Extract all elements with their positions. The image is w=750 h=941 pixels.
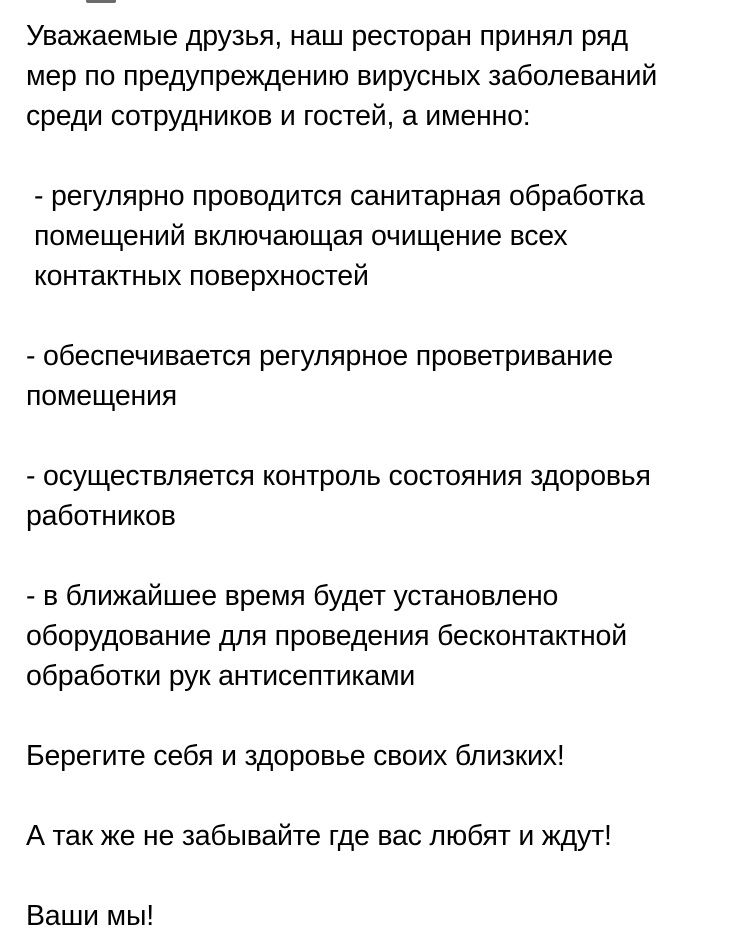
message-text — [26, 16, 731, 936]
intro-paragraph: Уважаемые друзья, наш ресторан принял ряд мер по предупреждению вирусных заболеваний среди сотрудников и гостей, а именно: — [26, 20, 658, 132]
top-edge-mark — [86, 0, 116, 3]
paragraph-gap — [26, 856, 731, 896]
item-ventilation: - обеспечивается регулярное проветривание помещения — [26, 340, 614, 412]
paragraph-gap — [26, 696, 731, 736]
item-equipment: - в ближайшее время будет установлено оборудование для проведения бесконтактной обработки рук антисептиками — [26, 580, 627, 692]
paragraph-gap — [26, 416, 731, 456]
reminder-line: А так же не забывайте где вас любят и ждут! — [26, 820, 612, 852]
item-health-control: - осуществляется контроль состояния здоровья работников — [26, 460, 651, 532]
paragraph-gap — [26, 536, 731, 576]
signoff-line: Ваши мы! — [26, 900, 154, 932]
paragraph-gap — [26, 776, 731, 816]
item-sanitation: - регулярно проводится санитарная обработка помещений включающая очищение всех контактных поверхностей — [34, 180, 645, 292]
care-line: Берегите себя и здоровье своих близких! — [26, 740, 565, 772]
paragraph-gap — [26, 136, 731, 176]
paragraph-gap — [26, 296, 731, 336]
